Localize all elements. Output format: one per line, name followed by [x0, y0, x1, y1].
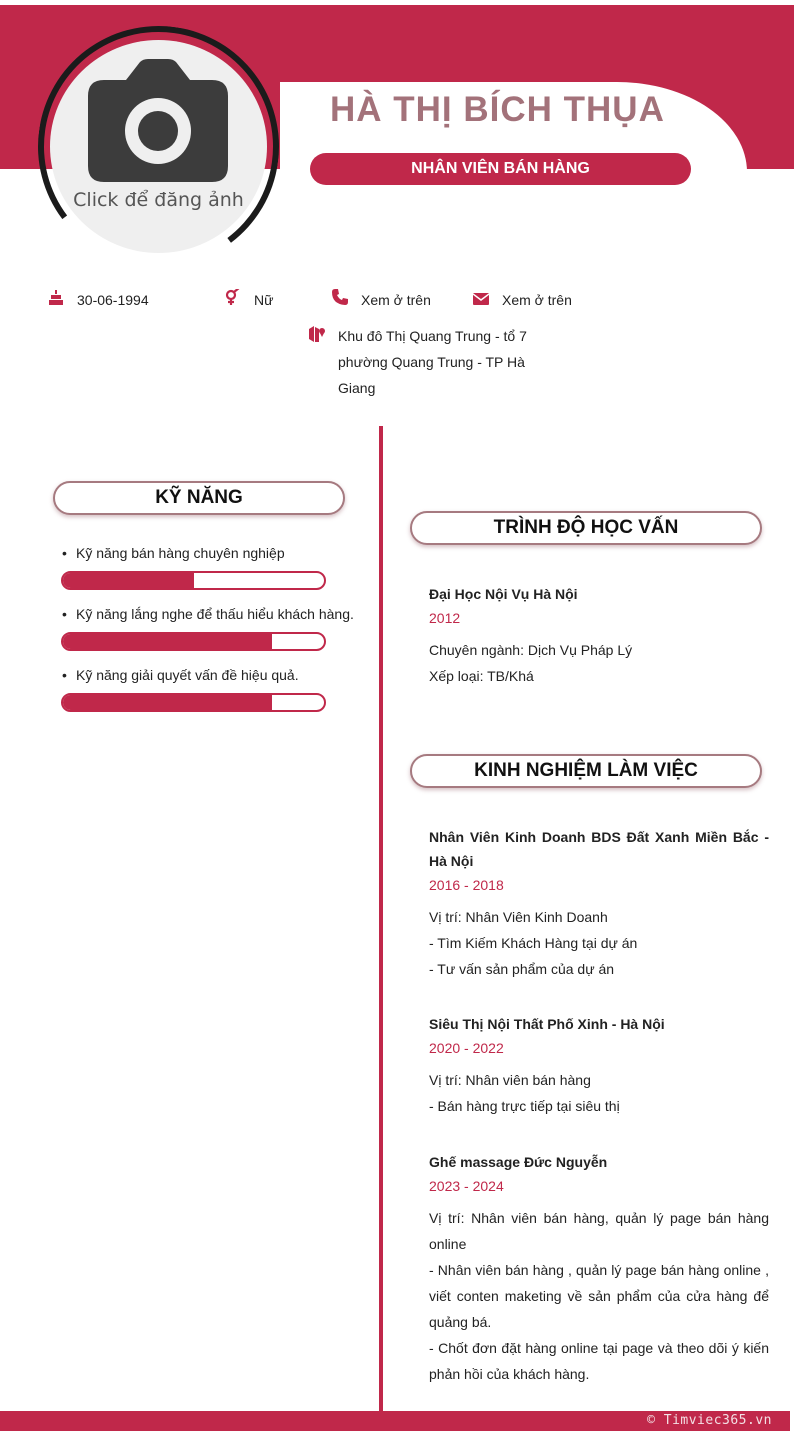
- company-name: Siêu Thị Nội Thất Phố Xinh - Hà Nội: [429, 1016, 665, 1032]
- work-detail: Vị trí: Nhân Viên Kinh Doanh: [429, 909, 608, 925]
- experience-entry: [429, 825, 769, 982]
- experience-heading: KINH NGHIỆM LÀM VIỆC: [410, 754, 762, 788]
- work-detail: - Nhân viên bán hàng , quản lý page bán hàng online , viết conten maketing về sản phẩm của cửa hàng để quảng bá.: [429, 1262, 769, 1330]
- work-period: 2016 - 2018: [429, 877, 504, 893]
- experience-entry: [429, 1012, 769, 1119]
- work-detail: - Tư vấn sản phẩm của dự án: [429, 961, 615, 977]
- skill-bar: [61, 632, 326, 651]
- skill-label: • Kỹ năng bán hàng chuyên nghiệp: [62, 545, 285, 561]
- skill-label: • Kỹ năng lắng nghe để thấu hiểu khách hàng.: [62, 606, 354, 622]
- work-detail: - Chốt đơn đặt hàng online tại page và theo dõi ý kiến phản hồi của khách hàng.: [429, 1340, 769, 1382]
- email-value[interactable]: Xem ở trên: [502, 292, 572, 308]
- education-detail: Xếp loại: TB/Khá: [429, 668, 534, 684]
- birthday-cake-icon: [48, 290, 64, 306]
- skill-bar-fill: [63, 634, 272, 649]
- work-detail: Vị trí: Nhân viên bán hàng, quản lý page bán hàng online: [429, 1210, 769, 1252]
- column-divider: [379, 426, 383, 1411]
- school-name: Đại Học Nội Vụ Hà Nội: [429, 586, 578, 602]
- gender-value: Nữ: [254, 292, 274, 308]
- skill-bar-fill: [63, 695, 272, 710]
- company-name: Ghế massage Đức Nguyễn: [429, 1154, 608, 1170]
- birthday-value: 30-06-1994: [77, 292, 149, 308]
- work-detail: Vị trí: Nhân viên bán hàng: [429, 1072, 591, 1088]
- avatar-upload[interactable]: [50, 40, 267, 253]
- photo-placeholder-text: Click để đăng ảnh: [73, 189, 244, 211]
- skill-label: • Kỹ năng giải quyết vấn đề hiệu quả.: [62, 667, 299, 683]
- skill-bar: [61, 693, 326, 712]
- education-entry: [429, 582, 769, 689]
- phone-value[interactable]: Xem ở trên: [361, 292, 431, 308]
- footer-band: [0, 1411, 790, 1431]
- work-detail: - Bán hàng trực tiếp tại siêu thị: [429, 1098, 620, 1114]
- phone-icon: [332, 289, 348, 305]
- skills-heading: KỸ NĂNG: [53, 481, 345, 515]
- company-name: Nhân Viên Kinh Doanh BDS Đất Xanh Miền Bắc - Hà Nội: [429, 829, 769, 869]
- email-icon: [473, 291, 489, 307]
- education-year: 2012: [429, 610, 461, 626]
- camera-icon: [88, 58, 228, 182]
- experience-entry: [429, 1150, 769, 1387]
- education-detail: Chuyên ngành: Dịch Vụ Pháp Lý: [429, 642, 633, 658]
- footer-watermark: © Timviec365.vn: [647, 1413, 772, 1428]
- work-period: 2020 - 2022: [429, 1040, 504, 1056]
- work-period: 2023 - 2024: [429, 1178, 504, 1194]
- gender-icon: [224, 289, 240, 305]
- skill-bar-fill: [63, 573, 194, 588]
- work-detail: - Tìm Kiếm Khách Hàng tại dự án: [429, 935, 638, 951]
- address-value: Khu đô Thị Quang Trung - tổ 7 phường Quang Trung - TP Hà Giang: [338, 328, 527, 396]
- candidate-name: HÀ THỊ BÍCH THỤA: [330, 90, 665, 129]
- map-pin-icon: [309, 326, 325, 342]
- education-heading: TRÌNH ĐỘ HỌC VẤN: [410, 511, 762, 545]
- job-title: NHÂN VIÊN BÁN HÀNG: [310, 153, 691, 185]
- skill-bar: [61, 571, 326, 590]
